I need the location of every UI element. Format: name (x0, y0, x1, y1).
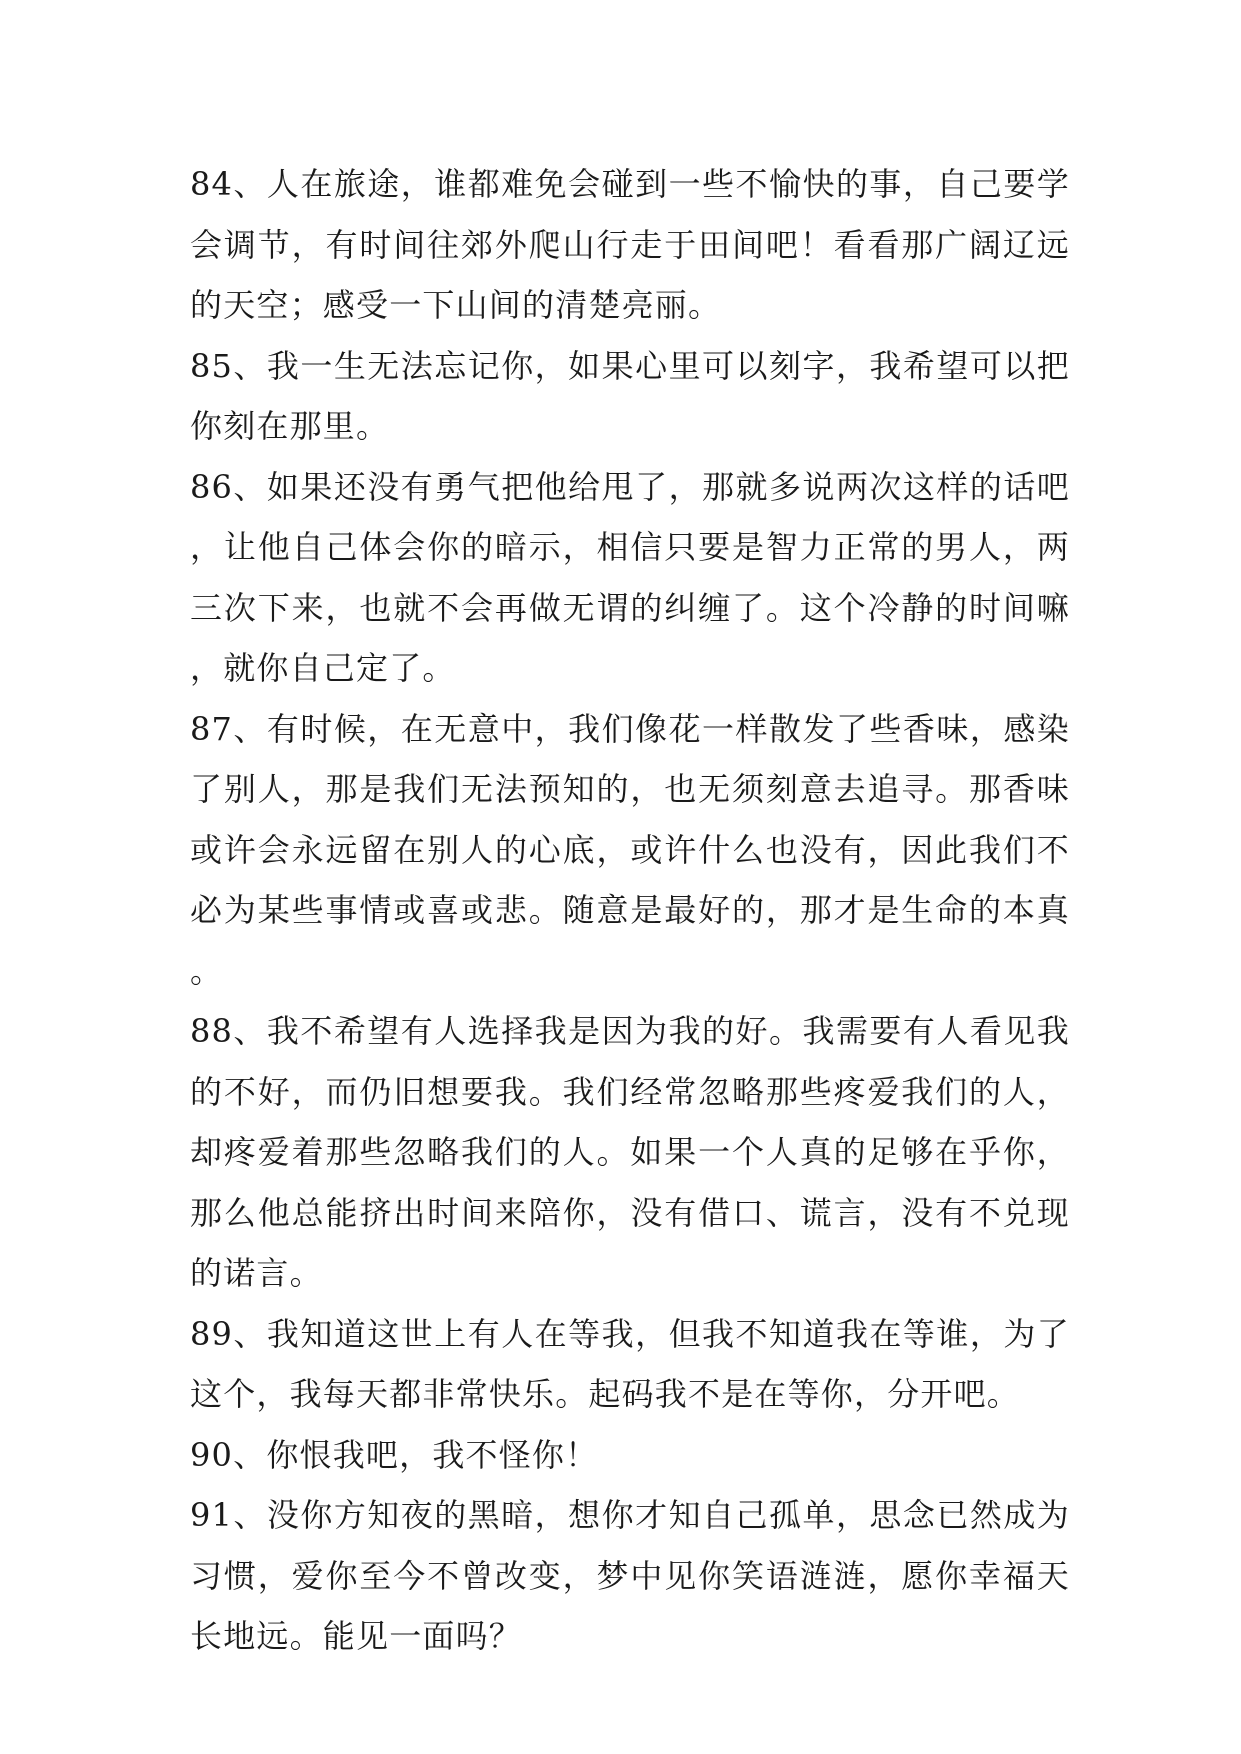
entry-90: 90、你恨我吧，我不怪你！ (190, 1435, 599, 1474)
entry-85: 85、我一生无法忘记你，如果心里可以刻字，我希望可以把你刻在那里。 (190, 346, 1070, 445)
entry-89: 89、我知道这世上有人在等我，但我不知道我在等谁，为了这个，我每天都非常快乐。起码我不是在等你，分开吧。 (190, 1314, 1070, 1413)
entry-87: 87、有时候，在无意中，我们像花一样散发了些香味，感染了别人，那是我们无法预知的，也无须刻意去追寻。那香味或许会永远留在别人的心底，或许什么也没有，因此我们不必为某些事情或喜或悲。随意是最好的，那才是生命的本真。 (190, 709, 1070, 990)
entry-88: 88、我不希望有人选择我是因为我的好。我需要有人看见我的不好，而仍旧想要我。我们经常忽略那些疼爱我们的人，却疼爱着那些忽略我们的人。如果一个人真的足够在乎你，那么他总能挤出时间来陪你，没有借口、谎言，没有不兑现的诺言。 (190, 1012, 1070, 1292)
entry-91: 91、没你方知夜的黑暗，想你才知自己孤单，思念已然成为习惯，爱你至今不曾改变，梦中见你笑语涟涟，愿你幸福天长地远。能见一面吗？ (190, 1496, 1070, 1655)
document-body (190, 154, 1070, 1667)
entry-86: 86、如果还没有勇气把他给甩了，那就多说两次这样的话吧，让他自己体会你的暗示，相信只要是智力正常的男人，两三次下来，也就不会再做无谓的纠缠了。这个冷静的时间嘛，就你自己定了。 (190, 467, 1070, 687)
entry-84: 84、人在旅途，谁都难免会碰到一些不愉快的事，自己要学会调节，有时间往郊外爬山行走于田间吧！看看那广阔辽远的天空；感受一下山间的清楚亮丽。 (190, 165, 1070, 324)
